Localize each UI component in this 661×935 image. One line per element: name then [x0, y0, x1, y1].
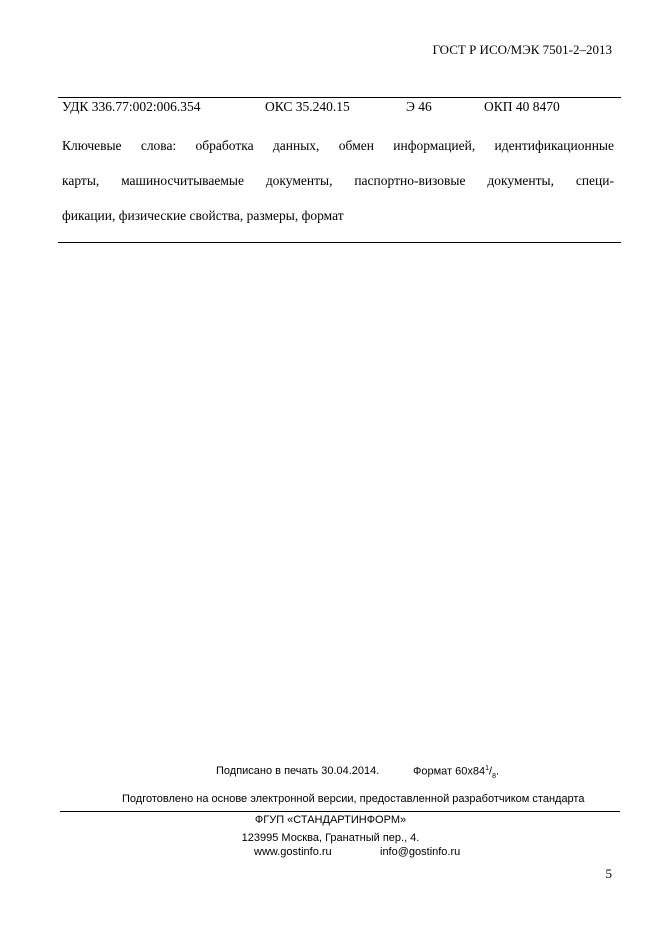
keywords-line: Ключевые слова: обработка данных, обмен информацией, идентификационные: [62, 138, 614, 153]
paper-format: Формат $60х84^1/_8$.: [413, 765, 500, 780]
keywords-line: карты, машиносчитываемые документы, паспортно-визовые документы, специ-: [62, 173, 614, 188]
standard-code-header: ГОСТ Р ИСО/МЭК 7501-2–2013: [432, 42, 612, 57]
format-suffix: .: [495, 765, 500, 778]
publisher-address: 123995 Москва, Гранатный пер., 4.: [241, 832, 420, 844]
print-imprint-line: [216, 765, 500, 780]
format-numerator: 1: [485, 765, 490, 772]
publisher-name: ФГУП «СТАНДАРТИНФОРМ»: [254, 814, 407, 826]
keywords-paragraph: [62, 128, 614, 233]
keywords-line: фикации, физические свойства, размеры, формат: [62, 208, 344, 223]
imprint-rule: [60, 811, 620, 812]
signed-for-print: Подписано в печать 30.04.2014.: [216, 765, 380, 777]
keywords-bottom-rule: [58, 242, 621, 243]
format-denominator: 8: [492, 772, 496, 780]
e-code: Э 46: [406, 99, 432, 114]
page-number: 5: [605, 866, 612, 881]
oks-code: ОКС 35.240.15: [265, 99, 350, 114]
top-rule: [58, 97, 621, 98]
okp-code: ОКП 40 8470: [484, 99, 560, 114]
udk-code: УДК 336.77:002:006.354: [62, 99, 201, 114]
format-prefix: Формат 60х84: [413, 765, 486, 778]
publisher-email[interactable]: info@gostinfo.ru: [380, 846, 461, 858]
prepared-note: Подготовлено на основе электронной версии, предоставленной разработчиком стандарта: [122, 793, 585, 805]
publisher-contacts: [254, 846, 461, 858]
publisher-website[interactable]: www.gostinfo.ru: [254, 846, 332, 858]
